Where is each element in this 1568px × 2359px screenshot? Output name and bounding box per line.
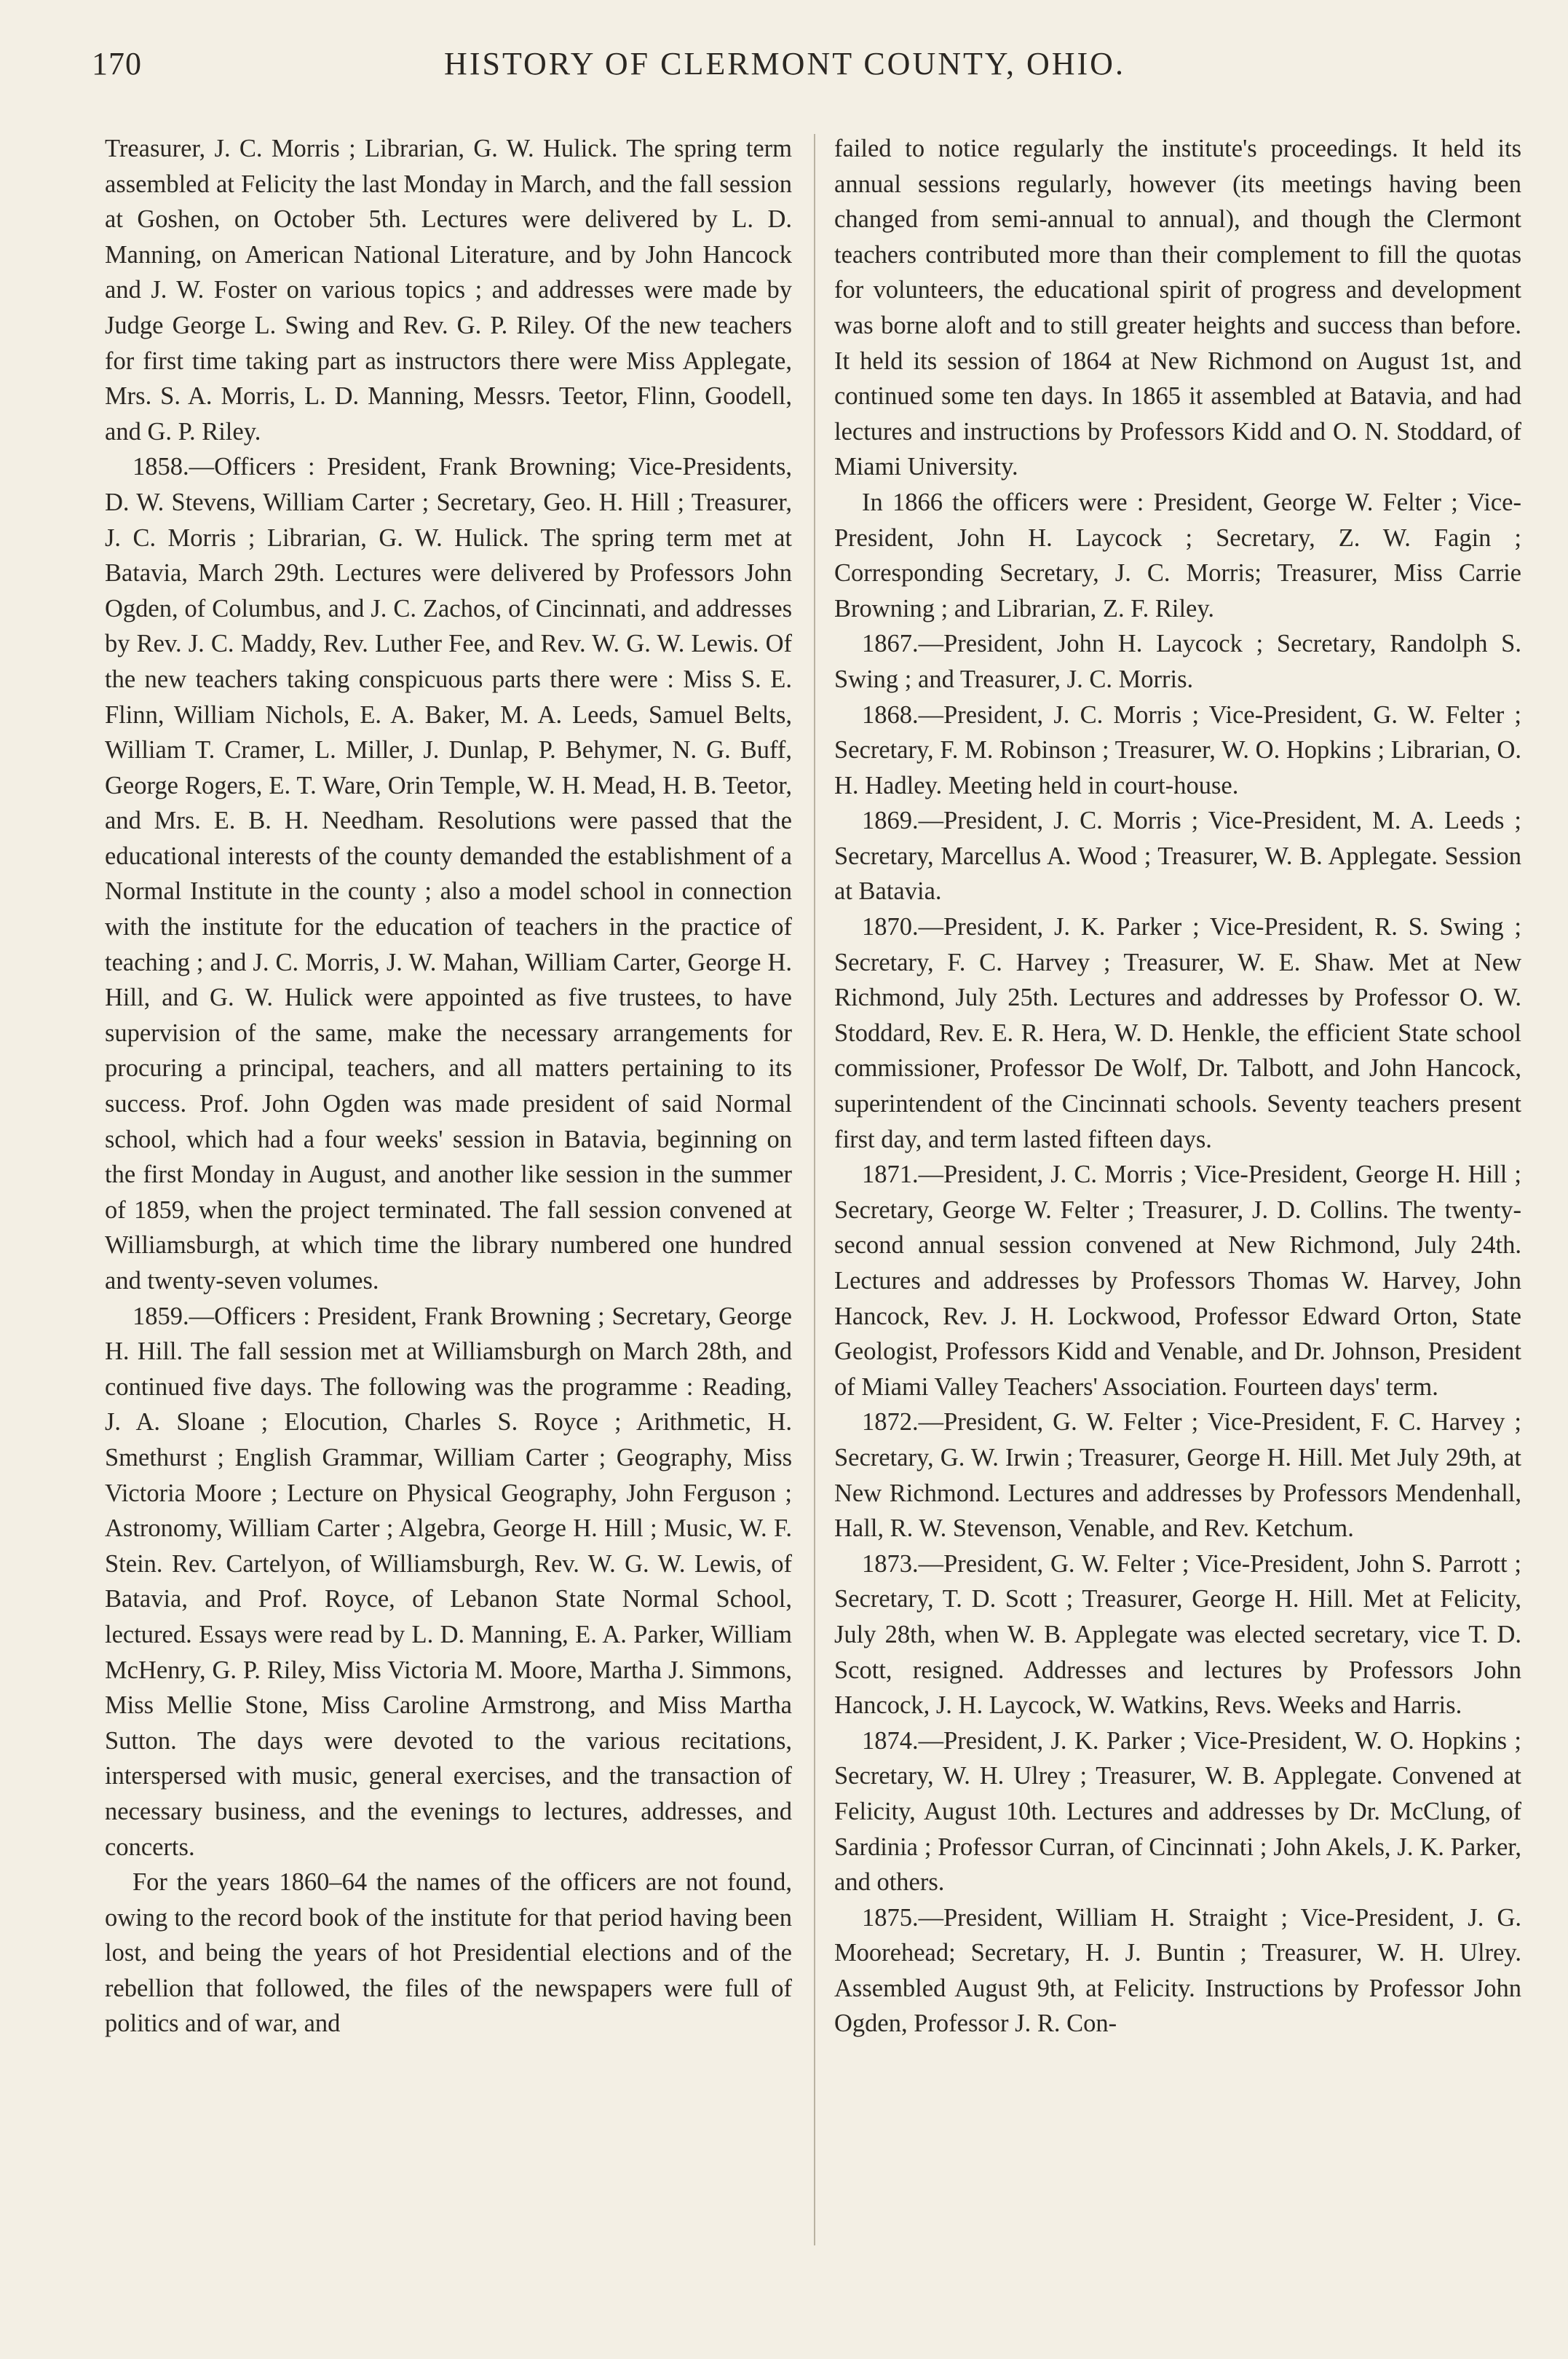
left-column: [105, 131, 792, 2042]
column-divider: [814, 134, 815, 2245]
right-column: [834, 131, 1521, 2042]
paragraph: 1868.—President, J. C. Morris ; Vice-President, G. W. Felter ; Secretary, F. M. Robinson ; Treasurer, W. O. Hopkins ; Librarian, O. H. Hadley. Meeting held in court-house.: [834, 700, 1521, 799]
paragraph: failed to notice regularly the institute's proceedings. It held its annual sessions regularly, however (its meetings having been changed from semi-annual to annual), and though the Clermont teachers contributed more than their complement to fill the quotas for volunteers, the educational spirit of progress and development was borne aloft and to still greater heights and success than before. It held its session of 1864 at New Richmond on August 1st, and continued some ten days. In 1865 it assembled at Batavia, and had lectures and instructions by Professors Kidd and O. N. Stoddard, of Miami University.: [834, 135, 1521, 481]
paragraph: 1871.—President, J. C. Morris ; Vice-President, George H. Hill ; Secretary, George W. Felter ; Treasurer, J. D. Collins. The twenty-second annual session convened at New Richmond, July 24th. Lectures and addresses by Professors Thomas W. Harvey, John Hancock, Rev. J. H. Lockwood, Professor Edward Orton, State Geologist, Professors Kidd and Venable, and Dr. Johnson, President of Miami Valley Teachers' Association. Fourteen days' term.: [834, 1161, 1521, 1401]
paragraph: 1858.—Officers : President, Frank Browning; Vice-Presidents, D. W. Stevens, William Carter ; Secretary, Geo. H. Hill ; Treasurer, J. C. Morris ; Librarian, G. W. Hulick. The spring term met at Batavia, March 29th. Lectures were delivered by Professors John Ogden, of Columbus, and J. C. Zachos, of Cincinnati, and addresses by Rev. J. C. Maddy, Rev. Luther Fee, and Rev. W. G. W. Lewis. Of the new teachers taking conspicuous parts there were : Miss S. E. Flinn, William Nichols, E. A. Baker, M. A. Leeds, Samuel Belts, William T. Cramer, L. Miller, J. Dunlap, P. Behymer, N. G. Buff, George Rogers, E. T. Ware, Orin Temple, W. H. Mead, H. B. Teetor, and Mrs. E. B. H. Needham. Resolutions were passed that the educational interests of the county demanded the establishment of a Normal Institute in the county ; also a model school in connection with the institute for the education of teachers in the practice of teaching ; and J. C. Morris, J. W. Mahan, William Carter, George H. Hill, and G. W. Hulick were appointed as five trustees, to have supervision of the same, make the necessary arrangements for procuring a principal, teachers, and all matters pertaining to its success. Prof. John Ogden was made president of said Normal school, which had a four weeks' session in Batavia, beginning on the first Monday in August, and another like session in the summer of 1859, when the project terminated. The fall session convened at Williamsburgh, at which time the library numbered one hundred and twenty-seven volumes.: [105, 453, 792, 1295]
paragraph: 1874.—President, J. K. Parker ; Vice-President, W. O. Hopkins ; Secretary, W. H. Ulrey ; Treasurer, W. B. Applegate. Convened at Felicity, August 10th. Lectures and addresses by Dr. McClung, of Sardinia ; Professor Curran, of Cincinnati ; John Akels, J. K. Parker, and others.: [834, 1726, 1521, 1897]
paragraph: In 1866 the officers were : President, George W. Felter ; Vice-President, John H. Laycock ; Secretary, Z. W. Fagin ; Corresponding Secretary, J. C. Morris; Treasurer, Miss Carrie Browning ; and Librarian, Z. F. Riley.: [834, 488, 1521, 623]
paragraph: For the years 1860–64 the names of the officers are not found, owing to the record book of the institute for that period having been lost, and being the years of hot Presidential elections and of the rebellion that followed, the files of the newspapers were full of politics and of war, and: [105, 1868, 792, 2038]
paragraph: 1875.—President, William H. Straight ; Vice-President, J. G. Moorehead; Secretary, H. J. Buntin ; Treasurer, W. H. Ulrey. Assembled August 9th, at Felicity. Instructions by Professor John Ogden, Professor J. R. Con-: [834, 1903, 1521, 2038]
paragraph: 1873.—President, G. W. Felter ; Vice-President, John S. Parrott ; Secretary, T. D. Scott ; Treasurer, George H. Hill. Met at Felicity, July 28th, when W. B. Applegate was elected secretary, vice T. D. Scott, resigned. Addresses and lectures by Professors John Hancock, J. H. Laycock, W. Watkins, Revs. Weeks and Harris.: [834, 1549, 1521, 1720]
paragraph: 1859.—Officers : President, Frank Browning ; Secretary, George H. Hill. The fall session met at Williamsburgh on March 28th, and continued five days. The following was the programme : Reading, J. A. Sloane ; Elocution, Charles S. Royce ; Arithmetic, H. Smethurst ; English Grammar, William Carter ; Geography, Miss Victoria Moore ; Lecture on Physical Geography, John Ferguson ; Astronomy, William Carter ; Algebra, George H. Hill ; Music, W. F. Stein. Rev. Cartelyon, of Williamsburgh, Rev. W. G. W. Lewis, of Batavia, and Prof. Royce, of Lebanon State Normal School, lectured. Essays were read by L. D. Manning, E. A. Parker, William McHenry, G. P. Riley, Miss Victoria M. Moore, Martha J. Simmons, Miss Mellie Stone, Miss Caroline Armstrong, and Miss Martha Sutton. The days were devoted to the various recitations, interspersed with music, general exercises, and the transaction of necessary business, and the evenings to lectures, addresses, and concerts.: [105, 1302, 792, 1861]
paragraph: 1867.—President, John H. Laycock ; Secretary, Randolph S. Swing ; and Treasurer, J. C. Morris.: [834, 630, 1521, 693]
page-header: [92, 45, 1478, 103]
paragraph: 1870.—President, J. K. Parker ; Vice-President, R. S. Swing ; Secretary, F. C. Harvey ; Treasurer, W. E. Shaw. Met at New Richmond, July 25th. Lectures and addresses by Professor O. W. Stoddard, Rev. E. R. Hera, W. D. Henkle, the efficient State school commissioner, Professor De Wolf, Dr. Talbott, and John Hancock, superintendent of the Cincinnati schools. Seventy teachers present first day, and term lasted fifteen days.: [834, 913, 1521, 1153]
paragraph: 1869.—President, J. C. Morris ; Vice-President, M. A. Leeds ; Secretary, Marcellus A. Wood ; Treasurer, W. B. Applegate. Session at Batavia.: [834, 807, 1521, 906]
paragraph: 1872.—President, G. W. Felter ; Vice-President, F. C. Harvey ; Secretary, G. W. Irwin ; Treasurer, George H. Hill. Met July 29th, at New Richmond. Lectures and addresses by Professors Mendenhall, Hall, R. W. Stevenson, Venable, and Rev. Ketchum.: [834, 1408, 1521, 1543]
paragraph: Treasurer, J. C. Morris ; Librarian, G. W. Hulick. The spring term assembled at Felicity the last Monday in March, and the fall session at Goshen, on October 5th. Lectures were delivered by L. D. Manning, on American National Literature, and by John Hancock and J. W. Foster on various topics ; and addresses were made by Judge George L. Swing and Rev. G. P. Riley. Of the new teachers for first time taking part as instructors there were Miss Applegate, Mrs. S. A. Morris, L. D. Manning, Messrs. Teetor, Flinn, Goodell, and G. P. Riley.: [105, 135, 792, 446]
page-number: 170: [92, 46, 142, 82]
running-title: HISTORY OF CLERMONT COUNTY, OHIO.: [444, 46, 1125, 82]
